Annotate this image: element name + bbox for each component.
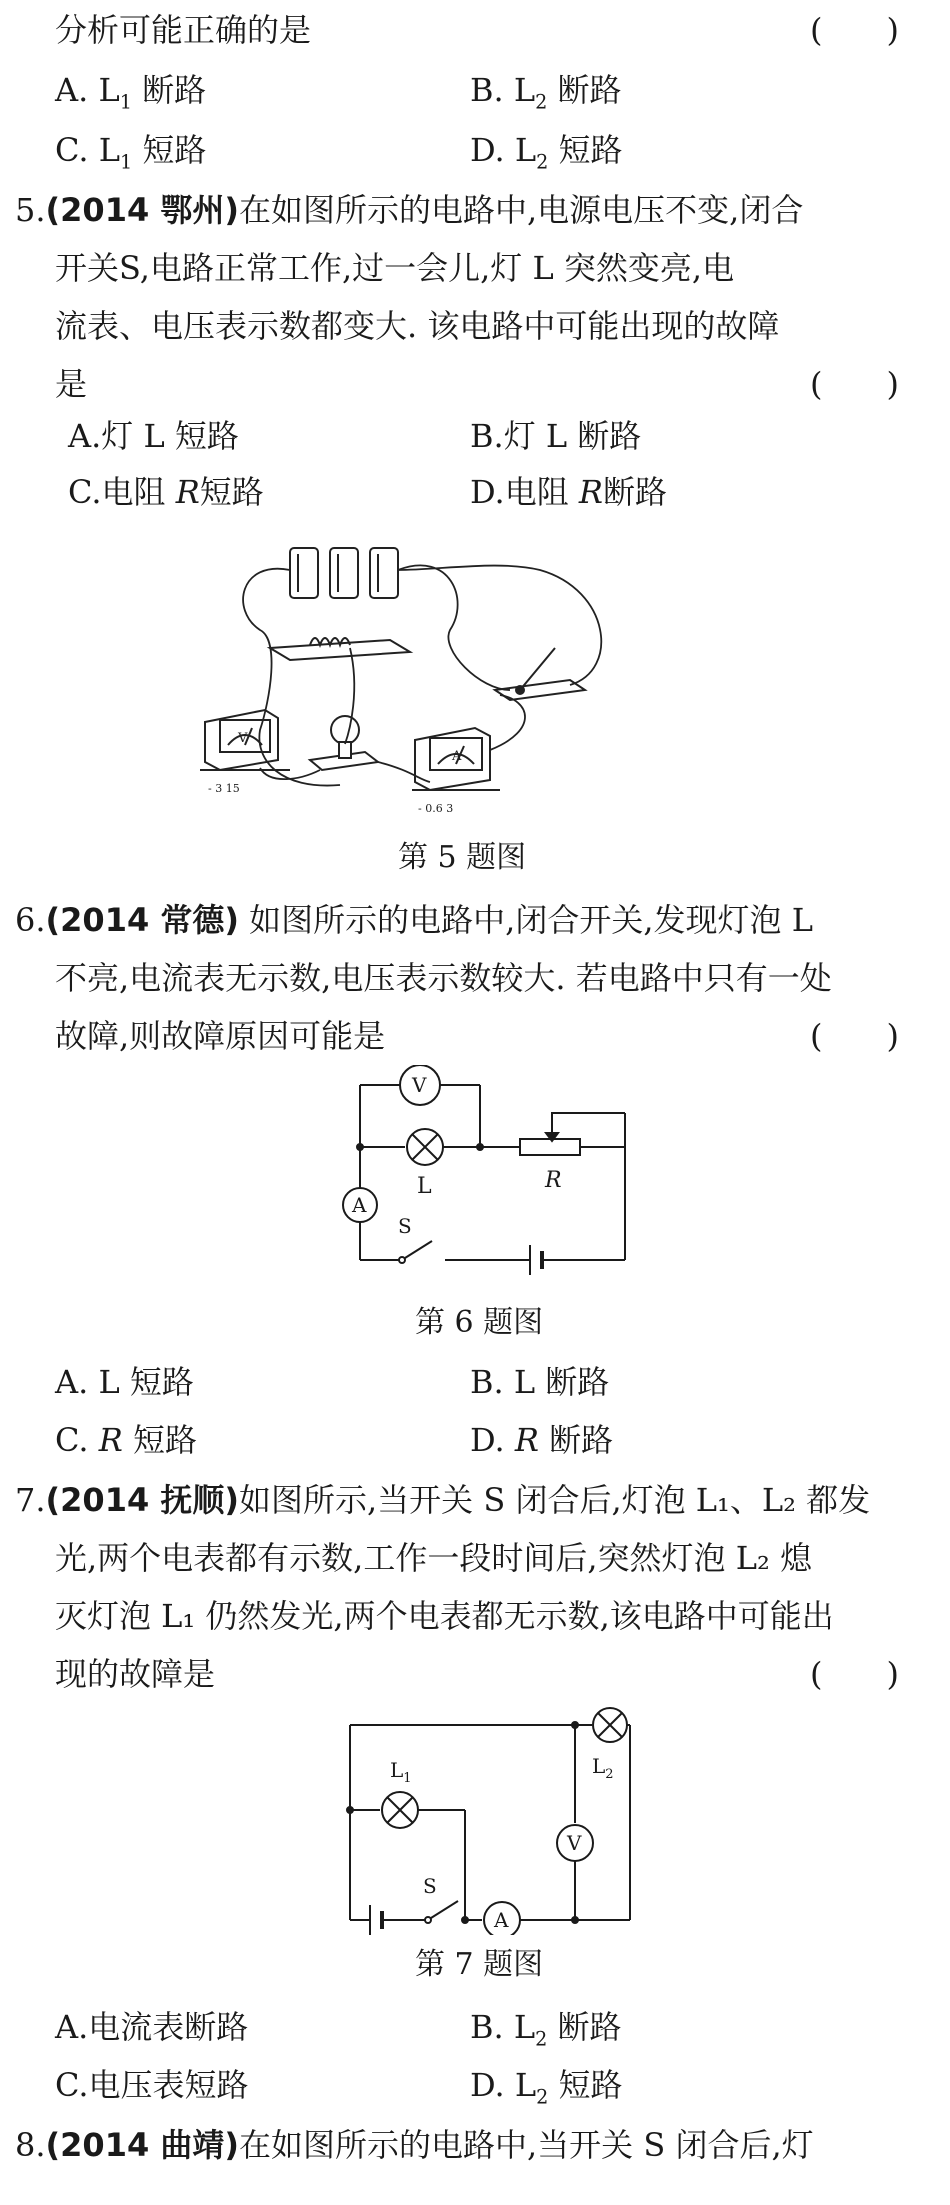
- ammeter-label: A: [494, 1908, 509, 1932]
- q5-line-1: 5.(2014 鄂州)在如图所示的电路中,电源电压不变,闭合: [15, 191, 804, 229]
- q5-line-3: 流表、电压表示数都变大. 该电路中可能出现的故障: [55, 307, 780, 345]
- switch-label: S: [398, 1214, 412, 1238]
- battery-symbol-icon: [370, 1905, 382, 1935]
- answer-paren: ( ): [810, 365, 899, 403]
- q5-option-d: D.电阻 R断路: [470, 473, 667, 511]
- q6-option-d: D. R 断路: [470, 1421, 614, 1459]
- q7-figure-caption: 第 7 题图: [415, 1947, 544, 1982]
- lamp-label: L: [417, 1174, 432, 1199]
- q5-line-2: 开关S,电路正常工作,过一会儿,灯 L 突然变亮,电: [55, 249, 735, 287]
- rheostat-symbol-icon: [520, 1113, 625, 1155]
- answer-paren: ( ): [810, 1017, 899, 1055]
- q7-option-a: A.电流表断路: [55, 2008, 249, 2046]
- answer-paren: ( ): [810, 1655, 899, 1693]
- q7-number: 7.: [15, 1481, 46, 1519]
- q5-number: 5.: [15, 191, 46, 229]
- switch-symbol-icon: [425, 1901, 458, 1923]
- rheostat-label: R: [545, 1168, 562, 1193]
- q7-line-2: 光,两个电表都有示数,工作一段时间后,突然灯泡 L₂ 熄: [55, 1539, 812, 1577]
- q7-option-d: D. $L_2$ 短路: [470, 2066, 623, 2109]
- q5-figure-caption: 第 5 题图: [398, 840, 527, 875]
- q7-line-1: 7.(2014 抚顺)如图所示,当开关 S 闭合后,灯泡 L₁、L₂ 都发: [15, 1481, 871, 1519]
- q4-option-b: B. $L_2$ 断路: [470, 71, 622, 114]
- q6-number: 6.: [15, 901, 46, 939]
- q6-option-a: A. L 短路: [55, 1363, 194, 1401]
- q5-option-c: C.电阻 R短路: [68, 473, 264, 511]
- q6-figure-caption: 第 6 题图: [415, 1305, 544, 1340]
- lamp-l1-label: $L_1$: [390, 1758, 412, 1786]
- q7-line-3: 灭灯泡 L₁ 仍然发光,两个电表都无示数,该电路中可能出: [55, 1597, 834, 1635]
- q4-option-d: D. $L_2$ 短路: [470, 131, 623, 174]
- q6-option-c: C. R 短路: [55, 1421, 197, 1459]
- lamp-l2-label: $L_2$: [592, 1754, 614, 1782]
- q4-text: 分析可能正确的是: [55, 11, 312, 49]
- q8-number: 8.: [15, 2126, 46, 2164]
- q6-line-2: 不亮,电流表无示数,电压表示数较大. 若电路中只有一处: [55, 959, 832, 997]
- q4-option-a: A. $L_1$ 断路: [55, 71, 207, 114]
- q6-circuit-schematic: [320, 1065, 640, 1290]
- switch-symbol-icon: [399, 1241, 432, 1263]
- ammeter-letter: A: [452, 749, 462, 764]
- q5-option-b: B.灯 L 断路: [470, 417, 642, 455]
- voltmeter-label: V: [412, 1073, 427, 1097]
- lamp-l2-symbol-icon: [593, 1708, 627, 1742]
- q7-circuit-schematic: [330, 1705, 650, 1935]
- lamp-l1-symbol-icon: [382, 1792, 418, 1828]
- voltmeter-scale: - 3 15: [208, 782, 240, 795]
- battery-icon: [290, 548, 398, 598]
- q4-option-c: C. $L_1$ 短路: [55, 131, 207, 174]
- q7-source-tag: (2014 抚顺): [45, 1481, 239, 1519]
- q5-source-tag: (2014 鄂州): [45, 191, 239, 229]
- q5-circuit-figure: [200, 530, 660, 830]
- lamp-symbol-icon: [407, 1129, 443, 1165]
- switch-icon: [495, 648, 585, 700]
- q6-source-tag: (2014 常德): [45, 901, 239, 939]
- resistor-board-icon: [270, 638, 410, 660]
- q6-line-1: 6.(2014 常德) 如图所示的电路中,闭合开关,发现灯泡 L: [15, 901, 813, 939]
- q7-line-4: 现的故障是: [55, 1655, 216, 1693]
- battery-symbol-icon: [530, 1245, 542, 1275]
- answer-paren: ( ): [810, 11, 899, 49]
- q7-option-b: B. $L_2$ 断路: [470, 2008, 622, 2051]
- q8-line-1: 8.(2014 曲靖)在如图所示的电路中,当开关 S 闭合后,灯: [15, 2126, 814, 2164]
- q5-option-a: A.灯 L 短路: [68, 417, 239, 455]
- ammeter-scale: - 0.6 3: [418, 802, 454, 815]
- ammeter-label: A: [352, 1193, 367, 1217]
- voltmeter-letter: V: [238, 731, 248, 746]
- q5-line-4: 是: [55, 365, 88, 403]
- switch-label: S: [423, 1874, 437, 1898]
- q8-source-tag: (2014 曲靖): [45, 2126, 239, 2164]
- light-bulb-icon: [310, 716, 378, 770]
- voltmeter-label: V: [567, 1831, 582, 1855]
- q6-option-b: B. L 断路: [470, 1363, 610, 1401]
- q7-option-c: C.电压表短路: [55, 2066, 249, 2104]
- q6-line-3: 故障,则故障原因可能是: [55, 1017, 386, 1055]
